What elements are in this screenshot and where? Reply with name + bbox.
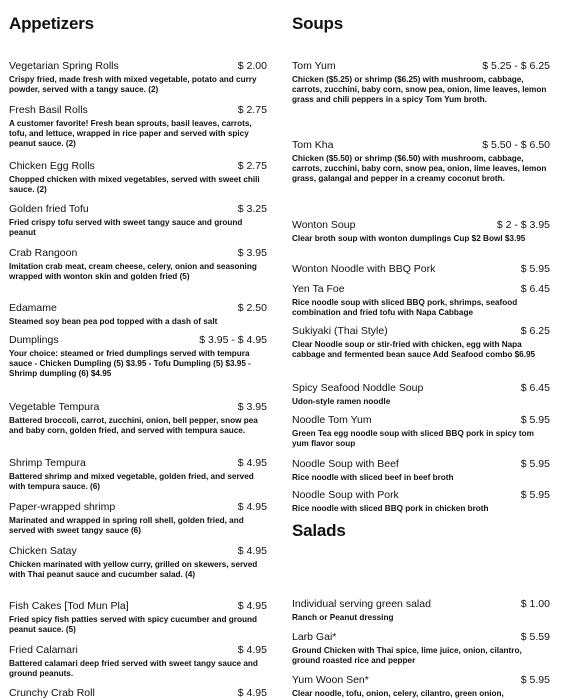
item-description: Green Tea egg noodle soup with sliced BBQ pork in spicy tom yum flavor soup: [292, 429, 534, 449]
item-price: $ 5.95: [520, 458, 550, 470]
item-name: Yen Ta Foe: [292, 283, 345, 295]
item-description: Crispy fried, made fresh with mixed vegetable, potato and curry powder, served with a tangy sauce. (2): [9, 75, 257, 95]
item-description: Chicken ($5.50) or shrimp ($6.50) with mushroom, cabbage, carrots, zucchini, baby corn, snow pea, onion, lime leaves, lemon grass, galangal and pepper in a creamy coconut broth.: [292, 154, 547, 184]
item-price: $ 6.25: [520, 325, 550, 337]
menu-item: [292, 139, 550, 185]
item-name: Wonton Soup: [292, 219, 356, 231]
item-name: Wonton Noodle with BBQ Pork: [292, 263, 436, 275]
item-name: Vegetable Tempura: [9, 401, 100, 413]
item-description: Battered broccoli, carrot, zucchini, onion, bell pepper, snow pea and baby corn, golden fried, and served with tempura sauce.: [9, 416, 258, 436]
item-description: Rice noodle with sliced BBQ pork in chicken broth: [292, 504, 489, 513]
item-name: Sukiyaki (Thai Style): [292, 325, 388, 337]
menu-item: [292, 382, 550, 407]
item-price: $ 2.75: [237, 104, 267, 116]
menu-item: [9, 203, 267, 238]
item-name: Individual serving green salad: [292, 598, 431, 610]
menu-item: [9, 334, 267, 380]
item-name: Yum Woon Sen*: [292, 674, 369, 686]
soups-heading: Soups: [292, 14, 343, 33]
item-name: Noodle Soup with Pork: [292, 489, 399, 501]
item-price: $ 4.95: [237, 644, 267, 656]
item-price: $ 4.95: [237, 600, 267, 612]
item-price: $ 5.25 - $ 6.25: [482, 60, 550, 72]
item-description: Ground Chicken with Thai spice, lime juice, onion, cilantro, ground roasted rice and pepper: [292, 646, 522, 666]
item-price: $ 6.45: [520, 382, 550, 394]
item-name: Noodle Soup with Beef: [292, 458, 399, 470]
item-price: $ 5.95: [520, 414, 550, 426]
item-description: A customer favorite! Fresh bean sprouts, basil leaves, carrots, tofu, and lettuce, wrapped in rice paper and served with spicy peanut sauce. (2): [9, 119, 252, 149]
item-name: Fresh Basil Rolls: [9, 104, 88, 116]
item-price: $ 2 - $ 3.95: [496, 219, 550, 231]
appetizers-heading: Appetizers: [9, 14, 94, 33]
item-price: $ 5.95: [520, 263, 550, 275]
menu-item: [9, 687, 267, 699]
item-name: Fish Cakes [Tod Mun Pla]: [9, 600, 129, 612]
item-name: Fried Calamari: [9, 644, 78, 656]
menu-item: [292, 598, 550, 623]
menu-item: [292, 489, 550, 514]
item-name: Crab Rangoon: [9, 247, 78, 259]
item-name: Chicken Satay: [9, 545, 77, 557]
item-name: Spicy Seafood Noddle Soup: [292, 382, 424, 394]
menu-item: [9, 160, 267, 195]
item-description: Steamed soy bean pea pod topped with a dash of salt: [9, 317, 218, 326]
item-name: Tom Yum: [292, 60, 336, 72]
item-description: Battered shrimp and mixed vegetable, golden fried, and served with tempura sauce. (6): [9, 472, 254, 492]
item-price: $ 3.95 - $ 4.95: [199, 334, 267, 346]
item-name: Crunchy Crab Roll: [9, 687, 95, 699]
item-description: Marinated and wrapped in spring roll shell, golden fried, and served with sweet tangy sauce (6): [9, 516, 244, 536]
item-name: Tom Kha: [292, 139, 334, 151]
menu-item: [9, 104, 267, 150]
menu-item: [9, 302, 267, 327]
item-description: Fried crispy tofu served with sweet tangy sauce and ground peanut: [9, 218, 243, 238]
item-price: $ 2.50: [237, 302, 267, 314]
item-name: Edamame: [9, 302, 57, 314]
item-description: Chicken marinated with yellow curry, grilled on skewers, served with Thai peanut sauce and cucumber salad. (4): [9, 560, 258, 580]
menu-item: [292, 458, 550, 483]
item-name: Chicken Egg Rolls: [9, 160, 95, 172]
menu-item: [9, 501, 267, 536]
menu-item: [292, 414, 550, 449]
item-price: $ 3.95: [237, 401, 267, 413]
item-description: Chopped chicken with mixed vegetables, served with sweet chili sauce. (2): [9, 175, 260, 195]
item-description: Rice noodle with sliced beef in beef broth: [292, 473, 454, 482]
item-price: $ 4.95: [237, 501, 267, 513]
item-price: $ 5.50 - $ 6.50: [482, 139, 550, 151]
salads-heading: Salads: [292, 521, 346, 540]
menu-item: [9, 247, 267, 282]
menu-item: [292, 263, 550, 275]
item-description: Rice noodle soup with sliced BBQ pork, shrimps, seafood combination and fried tofu with Napa Cabbage: [292, 298, 518, 318]
menu-item: [9, 545, 267, 580]
menu-item: [292, 283, 550, 318]
menu-item: [9, 600, 267, 635]
item-description: Fried spicy fish patties served with spicy cucumber and ground peanut sauce. (5): [9, 615, 257, 635]
item-description: Chicken ($5.25) or shrimp ($6.25) with mushroom, cabbage, carrots, zucchini, baby corn, snow pea, onion, lime leaves, lemon grass and chili peppers in a spicy Tom Yum broth.: [292, 75, 547, 105]
item-price: $ 6.45: [520, 283, 550, 295]
menu-item: [292, 325, 550, 360]
item-price: $ 4.95: [237, 687, 267, 699]
item-description: Clear broth soup with wonton dumplings Cup $2 Bowl $3.95: [292, 234, 526, 243]
menu-item: [292, 674, 550, 699]
item-price: $ 5.95: [520, 674, 550, 686]
item-price: $ 2.00: [237, 60, 267, 72]
item-description: Battered calamari deep fried served with sweet tangy sauce and ground peanuts.: [9, 659, 258, 679]
menu-item: [9, 60, 267, 95]
item-price: $ 3.25: [237, 203, 267, 215]
item-price: $ 5.95: [520, 489, 550, 501]
item-description: Udon-style ramen noodle: [292, 397, 391, 406]
menu-item: [9, 401, 267, 436]
item-price: $ 1.00: [520, 598, 550, 610]
item-name: Paper-wrapped shrimp: [9, 501, 116, 513]
menu-item: [9, 644, 267, 679]
menu-item: [292, 631, 550, 666]
item-price: $ 3.95: [237, 247, 267, 259]
item-name: Noodle Tom Yum: [292, 414, 372, 426]
item-name: Larb Gai*: [292, 631, 337, 643]
item-price: $ 5.59: [520, 631, 550, 643]
item-description: Ranch or Peanut dressing: [292, 613, 394, 622]
item-name: Dumplings: [9, 334, 59, 346]
item-description: Imitation crab meat, cream cheese, celery, onion and seasoning wrapped with wonton skin and golden fried (5): [9, 262, 257, 282]
item-description: Your choice: steamed or fried dumplings served with tempura sauce - Chicken Dumpling (5) $3.95 - Tofu Dumpling (5) $3.95 - Shrimp dumpling (6) $4.95: [9, 349, 251, 379]
menu-item: [292, 60, 550, 106]
item-name: Golden fried Tofu: [9, 203, 89, 215]
item-description: Clear noodle, tofu, onion, celery, cilantro, green onion,: [292, 689, 504, 698]
menu-item: [9, 457, 267, 492]
item-price: $ 2.75: [237, 160, 267, 172]
item-description: Clear Noodle soup or stir-fried with chicken, egg with Napa cabbage and fermented bean sauce Add Seafood combo $6.95: [292, 340, 536, 360]
item-name: Shrimp Tempura: [9, 457, 86, 469]
item-price: $ 4.95: [237, 545, 267, 557]
item-price: $ 4.95: [237, 457, 267, 469]
item-name: Vegetarian Spring Rolls: [9, 60, 119, 72]
menu-item: [292, 219, 550, 244]
